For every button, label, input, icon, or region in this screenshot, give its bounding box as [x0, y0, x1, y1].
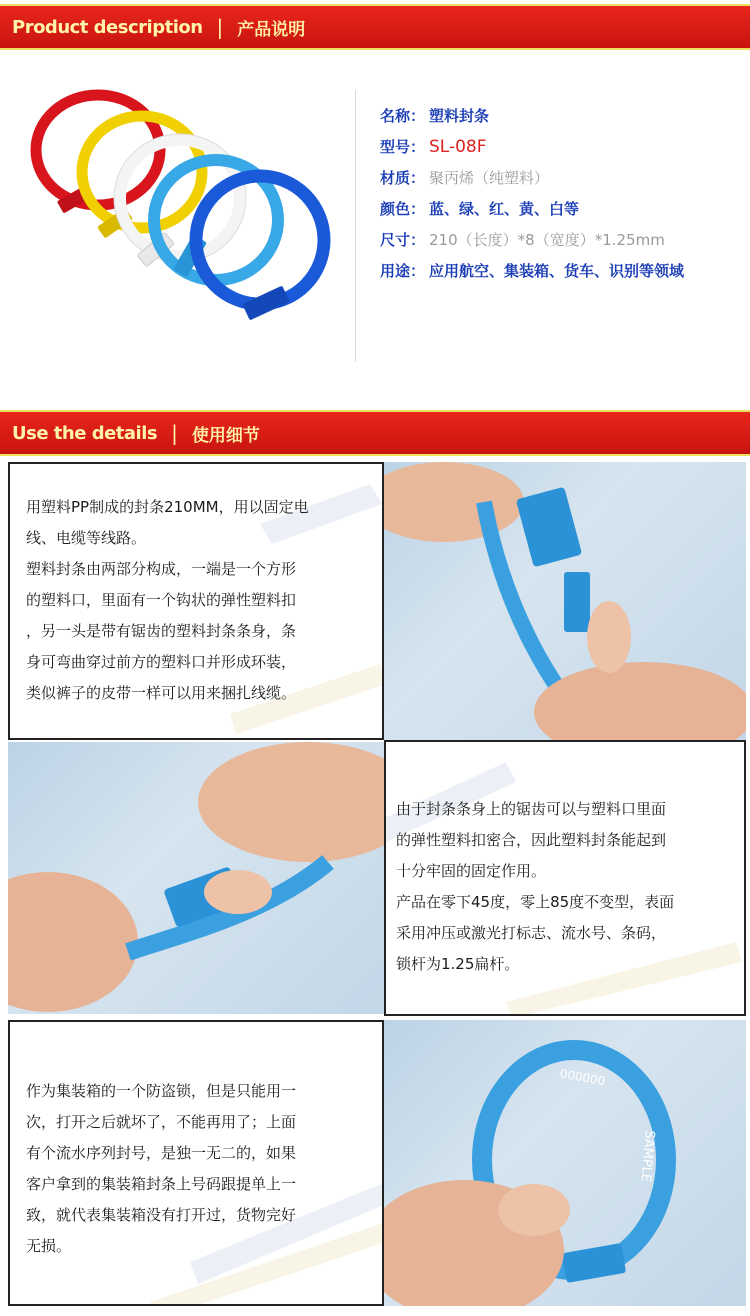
detail-panel-2 — [384, 740, 746, 1016]
panel-2-text — [396, 794, 674, 980]
spec-color — [380, 193, 710, 224]
text-line: 致，就代表集装箱没有打开过，货物完好 — [26, 1206, 297, 1224]
spec-value: 聚丙烯（纯塑料） — [429, 169, 550, 187]
divider-line — [355, 90, 356, 362]
panel-3-text — [26, 1076, 296, 1262]
text-line: 塑料封条由两部分构成，一端是一个方形 — [26, 560, 297, 578]
text-line: 身可弯曲穿过前方的塑料口并形成环装， — [26, 653, 297, 671]
photo-hands-opening-seal — [384, 462, 746, 740]
text-line: 采用冲压或激光打标志、流水号、条码， — [396, 924, 667, 942]
spec-material — [380, 162, 710, 193]
text-line: 产品在零下45度，零上85度不变型，表面 — [396, 893, 675, 911]
spec-key: 用途： — [380, 262, 426, 280]
spec-key: 型号： — [380, 138, 426, 156]
text-line: 客户拿到的集装箱封条上号码跟提单上一 — [26, 1175, 297, 1193]
banner-title-en: Product description — [12, 16, 203, 38]
text-line: 类似裤子的皮带一样可以用来捆扎线缆。 — [26, 684, 297, 702]
seal-hands-illustration — [384, 462, 746, 740]
text-line: 作为集装箱的一个防盗锁，但是只能用一 — [26, 1082, 297, 1100]
text-line: 线、电缆等线路。 — [26, 529, 147, 547]
spec-key: 颜色： — [380, 200, 426, 218]
spec-list — [380, 100, 710, 286]
text-line: 的塑料口，里面有一个钩状的弹性塑料扣 — [26, 591, 297, 609]
spec-value: 塑料封条 — [429, 107, 490, 125]
text-line: 次，打开之后就坏了，不能再用了；上面 — [26, 1113, 297, 1131]
detail-panel-1 — [8, 462, 384, 740]
text-line: 由于封条条身上的锯齿可以与塑料口里面 — [396, 800, 667, 818]
text-line: 的弹性塑料扣密合，因此塑料封条能起到 — [396, 831, 667, 849]
photo-closed-seal-ring — [384, 1020, 746, 1306]
sample-mark: SAMPLE — [637, 1129, 657, 1183]
spec-key: 尺寸： — [380, 231, 426, 249]
spec-value: SL-08F — [429, 136, 487, 157]
text-line: 有个流水序列封号，是独一无二的，如果 — [26, 1144, 297, 1162]
banner-separator: | — [171, 421, 178, 445]
text-line: 锁杆为1.25扁杆。 — [396, 955, 520, 973]
use-details-banner — [0, 410, 750, 456]
photo-hands-locking-seal — [8, 742, 384, 1014]
banner-title-cn: 产品说明 — [237, 19, 306, 40]
spec-value: 蓝、绿、红、黄、白等 — [429, 200, 580, 218]
banner-title-cn: 使用细节 — [191, 425, 260, 446]
spec-key: 材质： — [380, 169, 426, 187]
spec-size — [380, 224, 710, 255]
banner-separator: | — [216, 15, 224, 39]
spec-model — [380, 131, 710, 162]
detail-panel-3 — [8, 1020, 384, 1306]
seal-ring-illustration — [384, 1020, 746, 1306]
seal-hands-illustration — [8, 742, 384, 1014]
product-hero — [0, 60, 750, 400]
spec-key: 名称： — [380, 107, 426, 125]
seal-rings-image — [20, 80, 340, 340]
panel-1-text — [26, 492, 309, 709]
banner-title-en: Use the details — [12, 422, 158, 444]
spec-usage — [380, 255, 710, 286]
text-line: ，另一头是带有锯齿的塑料封条条身，条 — [26, 622, 297, 640]
text-line: 用塑料PP制成的封条210MM，用以固定电 — [26, 498, 309, 516]
spec-name — [380, 100, 710, 131]
serial-number-mark: 000000 — [558, 1066, 607, 1089]
spec-value: 应用航空、集装箱、货车、识别等领域 — [429, 262, 685, 280]
text-line: 无损。 — [26, 1237, 72, 1255]
text-line: 十分牢固的固定作用。 — [396, 862, 547, 880]
product-description-banner — [0, 4, 750, 50]
spec-value: 210（长度）*8（宽度）*1.25mm — [429, 231, 665, 249]
